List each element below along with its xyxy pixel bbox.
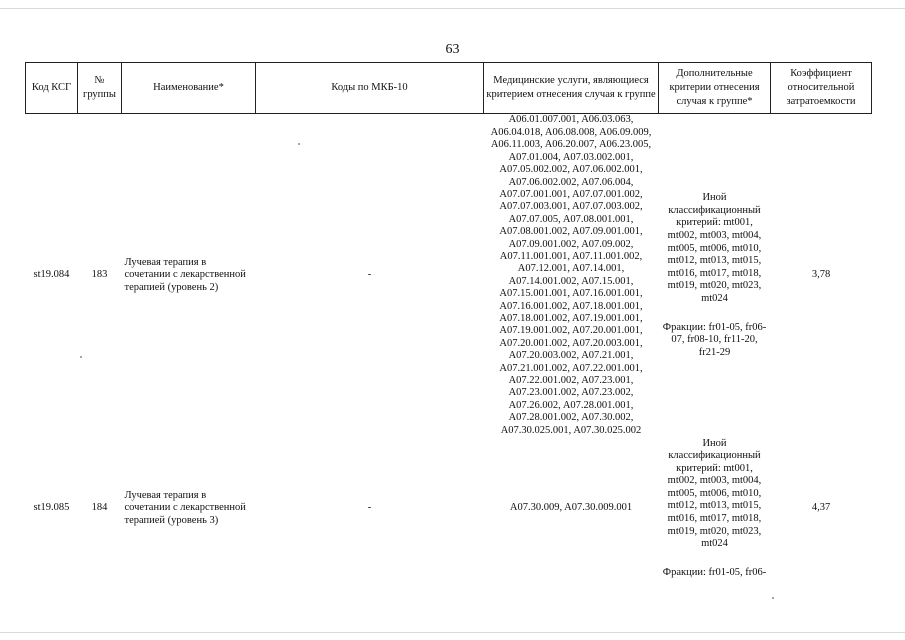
services-cell: A06.01.007.001, A06.03.063, A06.04.018, A06.08.008, A06.09.009, A06.11.003, A06.20.007, A06.23.005, A07.01.004, A07.03.002.001, A07.05.002.002, A07.06.002.001, A07.06.002.002, A07.06.004, A07.07.001.001, A07.07.001.002, A07.07.003.001, A07.07.003.002, A07.07.005, A07.08.001.001, A07.08.001.002, A07.09.001.001, A07.09.001.002, A07.09.002, A07.11.001.001, A07.11.001.002, A07.12.001, A07.14.001, A07.14.001.002, A07.15.001, A07.15.001.001, A07.16.001.001, A07.16.001.002, A07.18.001.001, A07.18.001.002, A07.19.001.001, A07.19.001.002, A07.20.001.001, A07.20.001.002, A07.20.003.001, A07.20.003.002, A07.21.001, A07.21.001.002, A07.22.001.001, A07.22.001.002, A07.23.001, A07.23.001.002, A07.23.002, A07.26.002, A07.28.001.001, A07.28.001.002, A07.30.002, A07.30.025.001, A07.30.025.002 <box>490 114 652 436</box>
ksg-code-cell: st19.084 <box>33 269 70 281</box>
group-number-cell: 183 <box>91 269 108 281</box>
classification-criteria: Иной классификационный критерий: mt001, mt002, mt003, mt004, mt005, mt006, mt010, mt012, mt013, mt015, mt016, mt017, mt018, mt019, mt020, mt023, mt024 <box>667 437 762 550</box>
header-group-number: № группы <box>78 63 122 114</box>
table-row <box>26 114 872 438</box>
ksg-code-cell: st19.085 <box>33 502 70 514</box>
table-row <box>26 438 872 580</box>
header-name: Наименование* <box>122 63 256 114</box>
mkb-cell: - <box>367 502 372 514</box>
services-cell: A07.30.009, A07.30.009.001 <box>509 502 633 514</box>
coefficient-cell: 3,78 <box>811 269 831 281</box>
scan-speck <box>772 597 774 599</box>
group-number-cell: 184 <box>91 502 108 514</box>
fractions-criteria: Фракции: fr01-05, fr06- <box>662 566 767 578</box>
mkb-cell: - <box>367 269 372 281</box>
coefficient-cell: 4,37 <box>811 502 831 514</box>
scan-edge-top <box>0 8 905 9</box>
header-ksg-code: Код КСГ <box>26 63 78 114</box>
page-number: 63 <box>445 42 460 57</box>
classification-criteria: Иной классификационный критерий: mt001, mt002, mt003, mt004, mt005, mt006, mt010, mt012, mt013, mt015, mt016, mt017, mt018, mt019, mt020, mt023, mt024 <box>667 192 762 304</box>
fractions-criteria: Фракции: fr01-05, fr06-07, fr08-10, fr11-20, fr21-29 <box>662 321 767 358</box>
criteria-cell <box>659 438 771 580</box>
scan-edge-bottom <box>0 632 905 633</box>
ksg-table <box>25 62 872 579</box>
table-header-row <box>26 63 872 114</box>
header-medical-services: Медицинские услуги, являющиеся критерием отнесения случая к группе <box>484 63 659 114</box>
header-cost-coefficient: Коэффициент относительной затратоемкости <box>771 63 872 114</box>
header-additional-criteria: Дополнительные критерии отнесения случая к группе* <box>659 63 771 114</box>
name-cell: Лучевая терапия в сочетании с лекарственной терапией (уровень 2) <box>124 256 246 294</box>
header-mkb-codes: Коды по МКБ-10 <box>256 63 484 114</box>
criteria-cell <box>659 114 771 438</box>
name-cell: Лучевая терапия в сочетании с лекарственной терапией (уровень 3) <box>124 489 246 526</box>
